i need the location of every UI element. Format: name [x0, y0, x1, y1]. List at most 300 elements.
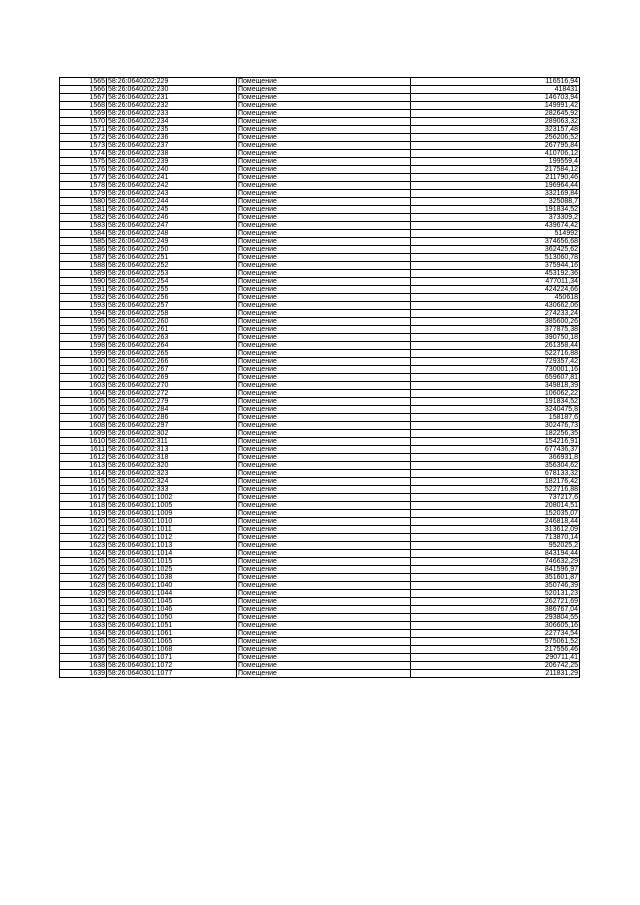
cadastral-value: 261358,44	[411, 342, 580, 350]
cadastral-number: 58:26:0640202:311	[107, 438, 237, 446]
row-number: 1595	[60, 318, 107, 326]
row-number: 1569	[60, 110, 107, 118]
object-type: Помещение	[237, 406, 411, 414]
cadastral-number: 58:26:0640301:1044	[107, 590, 237, 598]
row-number: 1572	[60, 134, 107, 142]
table-row	[60, 622, 580, 630]
cadastral-value: 351601,87	[411, 574, 580, 582]
table-row	[60, 582, 580, 590]
cadastral-value: 362425,62	[411, 246, 580, 254]
row-number: 1591	[60, 286, 107, 294]
table-row	[60, 382, 580, 390]
table-row	[60, 134, 580, 142]
row-number: 1606	[60, 406, 107, 414]
table-row	[60, 254, 580, 262]
table-row	[60, 110, 580, 118]
row-number: 1565	[60, 78, 107, 86]
cadastral-value: 373309,2	[411, 214, 580, 222]
cadastral-number: 58:26:0640301:1065	[107, 638, 237, 646]
object-type: Помещение	[237, 670, 411, 678]
object-type: Помещение	[237, 646, 411, 654]
cadastral-value: 678133,32	[411, 470, 580, 478]
table-row	[60, 302, 580, 310]
row-number: 1616	[60, 486, 107, 494]
cadastral-number: 58:26:0640301:1010	[107, 518, 237, 526]
object-type: Помещение	[237, 326, 411, 334]
table-row	[60, 246, 580, 254]
cadastral-number: 58:26:0640202:243	[107, 190, 237, 198]
table-row	[60, 326, 580, 334]
cadastral-value: 282645,92	[411, 110, 580, 118]
table-row	[60, 310, 580, 318]
cadastral-value: 375944,16	[411, 262, 580, 270]
cadastral-number: 58:26:0640202:257	[107, 302, 237, 310]
cadastral-number: 58:26:0640202:253	[107, 270, 237, 278]
cadastral-value: 729357,42	[411, 358, 580, 366]
cadastral-value: 323157,48	[411, 126, 580, 134]
cadastral-number: 58:26:0640301:1025	[107, 566, 237, 574]
object-type: Помещение	[237, 662, 411, 670]
cadastral-value: 386767,04	[411, 606, 580, 614]
cadastral-number: 58:26:0640202:272	[107, 390, 237, 398]
row-number: 1578	[60, 182, 107, 190]
table-row	[60, 286, 580, 294]
row-number: 1602	[60, 374, 107, 382]
cadastral-number: 58:26:0640202:248	[107, 230, 237, 238]
table-row	[60, 206, 580, 214]
object-type: Помещение	[237, 286, 411, 294]
cadastral-value: 154216,91	[411, 438, 580, 446]
cadastral-value: 106062,22	[411, 390, 580, 398]
row-number: 1623	[60, 542, 107, 550]
row-number: 1568	[60, 102, 107, 110]
cadastral-value: 267795,84	[411, 142, 580, 150]
row-number: 1588	[60, 262, 107, 270]
table-row	[60, 486, 580, 494]
row-number: 1631	[60, 606, 107, 614]
table-row	[60, 502, 580, 510]
object-type: Помещение	[237, 518, 411, 526]
cadastral-value: 730001,16	[411, 366, 580, 374]
cadastral-value: 196964,44	[411, 182, 580, 190]
cadastral-value: 522716,88	[411, 486, 580, 494]
object-type: Помещение	[237, 502, 411, 510]
table-row	[60, 422, 580, 430]
table-row	[60, 150, 580, 158]
table-body	[60, 78, 580, 678]
cadastral-number: 58:26:0640202:250	[107, 246, 237, 254]
cadastral-number: 58:26:0640202:279	[107, 398, 237, 406]
cadastral-number: 58:26:0640202:251	[107, 254, 237, 262]
cadastral-number: 58:26:0640202:255	[107, 286, 237, 294]
cadastral-value: 439674,42	[411, 222, 580, 230]
object-type: Помещение	[237, 598, 411, 606]
row-number: 1619	[60, 510, 107, 518]
cadastral-number: 58:26:0640301:1014	[107, 550, 237, 558]
object-type: Помещение	[237, 342, 411, 350]
cadastral-value: 356304,62	[411, 462, 580, 470]
table-row	[60, 222, 580, 230]
row-number: 1603	[60, 382, 107, 390]
table-row	[60, 430, 580, 438]
cadastral-number: 58:26:0640202:324	[107, 478, 237, 486]
object-type: Помещение	[237, 174, 411, 182]
table-row	[60, 166, 580, 174]
object-type: Помещение	[237, 462, 411, 470]
object-type: Помещение	[237, 422, 411, 430]
table-row	[60, 126, 580, 134]
cadastral-value: 453192,36	[411, 270, 580, 278]
object-type: Помещение	[237, 310, 411, 318]
cadastral-value: 191834,52	[411, 398, 580, 406]
row-number: 1582	[60, 214, 107, 222]
object-type: Помещение	[237, 166, 411, 174]
table-row	[60, 598, 580, 606]
cadastral-number: 58:26:0640202:244	[107, 198, 237, 206]
cadastral-value: 211831,29	[411, 670, 580, 678]
cadastral-number: 58:26:0640202:233	[107, 110, 237, 118]
cadastral-number: 58:26:0640202:264	[107, 342, 237, 350]
table-row	[60, 86, 580, 94]
row-number: 1577	[60, 174, 107, 182]
table-row	[60, 94, 580, 102]
cadastral-value: 116516,94	[411, 78, 580, 86]
object-type: Помещение	[237, 550, 411, 558]
cadastral-number: 58:26:0640202:286	[107, 414, 237, 422]
cadastral-value: 208014,51	[411, 502, 580, 510]
row-number: 1599	[60, 350, 107, 358]
cadastral-number: 58:26:0640202:256	[107, 294, 237, 302]
object-type: Помещение	[237, 374, 411, 382]
object-type: Помещение	[237, 270, 411, 278]
row-number: 1625	[60, 558, 107, 566]
row-number: 1620	[60, 518, 107, 526]
cadastral-value: 385600,26	[411, 318, 580, 326]
cadastral-value: 293804,55	[411, 614, 580, 622]
object-type: Помещение	[237, 534, 411, 542]
row-number: 1627	[60, 574, 107, 582]
object-type: Помещение	[237, 526, 411, 534]
row-number: 1637	[60, 654, 107, 662]
object-type: Помещение	[237, 470, 411, 478]
cadastral-number: 58:26:0640202:234	[107, 118, 237, 126]
row-number: 1597	[60, 334, 107, 342]
table-row	[60, 590, 580, 598]
object-type: Помещение	[237, 246, 411, 254]
cadastral-number: 58:26:0640202:241	[107, 174, 237, 182]
object-type: Помещение	[237, 358, 411, 366]
object-type: Помещение	[237, 158, 411, 166]
cadastral-value: 306605,16	[411, 622, 580, 630]
cadastral-number: 58:26:0640202:231	[107, 94, 237, 102]
cadastral-value: 332169,84	[411, 190, 580, 198]
cadastral-number: 58:26:0640301:1011	[107, 526, 237, 534]
object-type: Помещение	[237, 142, 411, 150]
cadastral-number: 58:26:0640301:1061	[107, 630, 237, 638]
cadastral-number: 58:26:0640301:1012	[107, 534, 237, 542]
row-number: 1638	[60, 662, 107, 670]
row-number: 1630	[60, 598, 107, 606]
object-type: Помещение	[237, 622, 411, 630]
object-type: Помещение	[237, 294, 411, 302]
table-row	[60, 358, 580, 366]
cadastral-value: 158187,6	[411, 414, 580, 422]
cadastral-value: 289063,32	[411, 118, 580, 126]
cadastral-value: 146703,94	[411, 94, 580, 102]
row-number: 1608	[60, 422, 107, 430]
row-number: 1566	[60, 86, 107, 94]
table-row	[60, 262, 580, 270]
object-type: Помещение	[237, 118, 411, 126]
cadastral-number: 58:26:0640202:239	[107, 158, 237, 166]
row-number: 1615	[60, 478, 107, 486]
object-type: Помещение	[237, 454, 411, 462]
cadastral-value: 418431	[411, 86, 580, 94]
cadastral-number: 58:26:0640301:1050	[107, 614, 237, 622]
object-type: Помещение	[237, 86, 411, 94]
table-row	[60, 198, 580, 206]
table-row	[60, 318, 580, 326]
table-row	[60, 182, 580, 190]
object-type: Помещение	[237, 606, 411, 614]
cadastral-value: 256206,52	[411, 134, 580, 142]
cadastral-number: 58:26:0640202:230	[107, 86, 237, 94]
object-type: Помещение	[237, 102, 411, 110]
object-type: Помещение	[237, 254, 411, 262]
object-type: Помещение	[237, 198, 411, 206]
cadastral-value: 206742,25	[411, 662, 580, 670]
row-number: 1574	[60, 150, 107, 158]
table-row	[60, 574, 580, 582]
row-number: 1594	[60, 310, 107, 318]
row-number: 1617	[60, 494, 107, 502]
cadastral-number: 58:26:0640202:265	[107, 350, 237, 358]
row-number: 1639	[60, 670, 107, 678]
table-row	[60, 542, 580, 550]
object-type: Помещение	[237, 334, 411, 342]
row-number: 1589	[60, 270, 107, 278]
table-row	[60, 558, 580, 566]
cadastral-number: 58:26:0640202:249	[107, 238, 237, 246]
object-type: Помещение	[237, 278, 411, 286]
cadastral-number: 58:26:0640202:266	[107, 358, 237, 366]
table-row	[60, 518, 580, 526]
object-type: Помещение	[237, 350, 411, 358]
object-type: Помещение	[237, 134, 411, 142]
cadastral-number: 58:26:0640202:261	[107, 326, 237, 334]
table-row	[60, 374, 580, 382]
cadastral-number: 58:26:0640301:1051	[107, 622, 237, 630]
object-type: Помещение	[237, 222, 411, 230]
cadastral-number: 58:26:0640202:246	[107, 214, 237, 222]
cadastral-number: 58:26:0640202:254	[107, 278, 237, 286]
object-type: Помещение	[237, 654, 411, 662]
cadastral-number: 58:26:0640202:245	[107, 206, 237, 214]
cadastral-value: 410706,12	[411, 150, 580, 158]
row-number: 1571	[60, 126, 107, 134]
cadastral-number: 58:26:0640301:1045	[107, 598, 237, 606]
cadastral-number: 58:26:0640202:297	[107, 422, 237, 430]
cadastral-number: 58:26:0640202:320	[107, 462, 237, 470]
cadastral-value: 149991,42	[411, 102, 580, 110]
row-number: 1570	[60, 118, 107, 126]
table-row	[60, 78, 580, 86]
cadastral-value: 274233,24	[411, 310, 580, 318]
cadastral-number: 58:26:0640301:1015	[107, 558, 237, 566]
cadastral-value: 477011,34	[411, 278, 580, 286]
object-type: Помещение	[237, 302, 411, 310]
row-number: 1607	[60, 414, 107, 422]
table-row	[60, 414, 580, 422]
object-type: Помещение	[237, 494, 411, 502]
table-row	[60, 526, 580, 534]
row-number: 1596	[60, 326, 107, 334]
table-row	[60, 350, 580, 358]
cadastral-value: 430662,06	[411, 302, 580, 310]
table-row	[60, 174, 580, 182]
row-number: 1586	[60, 246, 107, 254]
cadastral-value: 377875,38	[411, 326, 580, 334]
table-row	[60, 102, 580, 110]
property-table	[59, 77, 580, 678]
cadastral-value: 302476,73	[411, 422, 580, 430]
row-number: 1636	[60, 646, 107, 654]
object-type: Помещение	[237, 398, 411, 406]
table-row	[60, 534, 580, 542]
table-row	[60, 334, 580, 342]
table-row	[60, 390, 580, 398]
row-number: 1610	[60, 438, 107, 446]
cadastral-number: 58:26:0640202:240	[107, 166, 237, 174]
cadastral-number: 58:26:0640202:229	[107, 78, 237, 86]
row-number: 1614	[60, 470, 107, 478]
cadastral-value: 952025,2	[411, 542, 580, 550]
row-number: 1612	[60, 454, 107, 462]
row-number: 1567	[60, 94, 107, 102]
table-row	[60, 190, 580, 198]
cadastral-number: 58:26:0640202:232	[107, 102, 237, 110]
table-row	[60, 158, 580, 166]
cadastral-value: 313612,09	[411, 526, 580, 534]
row-number: 1593	[60, 302, 107, 310]
cadastral-number: 58:26:0640202:260	[107, 318, 237, 326]
object-type: Помещение	[237, 94, 411, 102]
row-number: 1580	[60, 198, 107, 206]
object-type: Помещение	[237, 230, 411, 238]
object-type: Помещение	[237, 390, 411, 398]
cadastral-number: 58:26:0640202:269	[107, 374, 237, 382]
row-number: 1624	[60, 550, 107, 558]
cadastral-number: 58:26:0640202:252	[107, 262, 237, 270]
object-type: Помещение	[237, 630, 411, 638]
object-type: Помещение	[237, 438, 411, 446]
cadastral-value: 290711,41	[411, 654, 580, 662]
object-type: Помещение	[237, 150, 411, 158]
cadastral-number: 58:26:0640202:247	[107, 222, 237, 230]
row-number: 1601	[60, 366, 107, 374]
cadastral-value: 737217,6	[411, 494, 580, 502]
cadastral-number: 58:26:0640202:235	[107, 126, 237, 134]
row-number: 1592	[60, 294, 107, 302]
table-row	[60, 294, 580, 302]
row-number: 1633	[60, 622, 107, 630]
table-row	[60, 342, 580, 350]
table-row	[60, 630, 580, 638]
cadastral-value: 450618	[411, 294, 580, 302]
row-number: 1575	[60, 158, 107, 166]
table-row	[60, 566, 580, 574]
cadastral-value: 182256,35	[411, 430, 580, 438]
table-row	[60, 398, 580, 406]
object-type: Помещение	[237, 590, 411, 598]
row-number: 1585	[60, 238, 107, 246]
row-number: 1613	[60, 462, 107, 470]
object-type: Помещение	[237, 126, 411, 134]
cadastral-number: 58:26:0640202:263	[107, 334, 237, 342]
cadastral-number: 58:26:0640202:318	[107, 454, 237, 462]
object-type: Помещение	[237, 78, 411, 86]
cadastral-value: 520131,23	[411, 590, 580, 598]
cadastral-number: 58:26:0640301:1009	[107, 510, 237, 518]
object-type: Помещение	[237, 566, 411, 574]
row-number: 1622	[60, 534, 107, 542]
row-number: 1634	[60, 630, 107, 638]
object-type: Помещение	[237, 182, 411, 190]
table-row	[60, 550, 580, 558]
cadastral-value: 424224,66	[411, 286, 580, 294]
row-number: 1587	[60, 254, 107, 262]
object-type: Помещение	[237, 446, 411, 454]
cadastral-value: 513060,78	[411, 254, 580, 262]
object-type: Помещение	[237, 574, 411, 582]
object-type: Помещение	[237, 366, 411, 374]
cadastral-value: 191834,52	[411, 206, 580, 214]
cadastral-number: 58:26:0640202:333	[107, 486, 237, 494]
cadastral-number: 58:26:0640202:236	[107, 134, 237, 142]
cadastral-value: 522716,88	[411, 350, 580, 358]
object-type: Помещение	[237, 318, 411, 326]
row-number: 1618	[60, 502, 107, 510]
table-row	[60, 118, 580, 126]
row-number: 1583	[60, 222, 107, 230]
cadastral-value: 211790,46	[411, 174, 580, 182]
table-row	[60, 446, 580, 454]
row-number: 1598	[60, 342, 107, 350]
cadastral-value: 746632,29	[411, 558, 580, 566]
row-number: 1590	[60, 278, 107, 286]
cadastral-value: 514992	[411, 230, 580, 238]
table-row	[60, 646, 580, 654]
cadastral-number: 58:26:0640301:1068	[107, 646, 237, 654]
row-number: 1621	[60, 526, 107, 534]
object-type: Помещение	[237, 110, 411, 118]
object-type: Помещение	[237, 214, 411, 222]
cadastral-value: 677436,37	[411, 446, 580, 454]
row-number: 1626	[60, 566, 107, 574]
cadastral-value: 262721,69	[411, 598, 580, 606]
cadastral-value: 152035,07	[411, 510, 580, 518]
table-row	[60, 462, 580, 470]
cadastral-value: 350746,39	[411, 582, 580, 590]
object-type: Помещение	[237, 478, 411, 486]
object-type: Помещение	[237, 638, 411, 646]
cadastral-number: 58:26:0640202:323	[107, 470, 237, 478]
object-type: Помещение	[237, 582, 411, 590]
cadastral-value: 575061,52	[411, 638, 580, 646]
table-row	[60, 470, 580, 478]
cadastral-value: 390750,18	[411, 334, 580, 342]
table-row	[60, 606, 580, 614]
